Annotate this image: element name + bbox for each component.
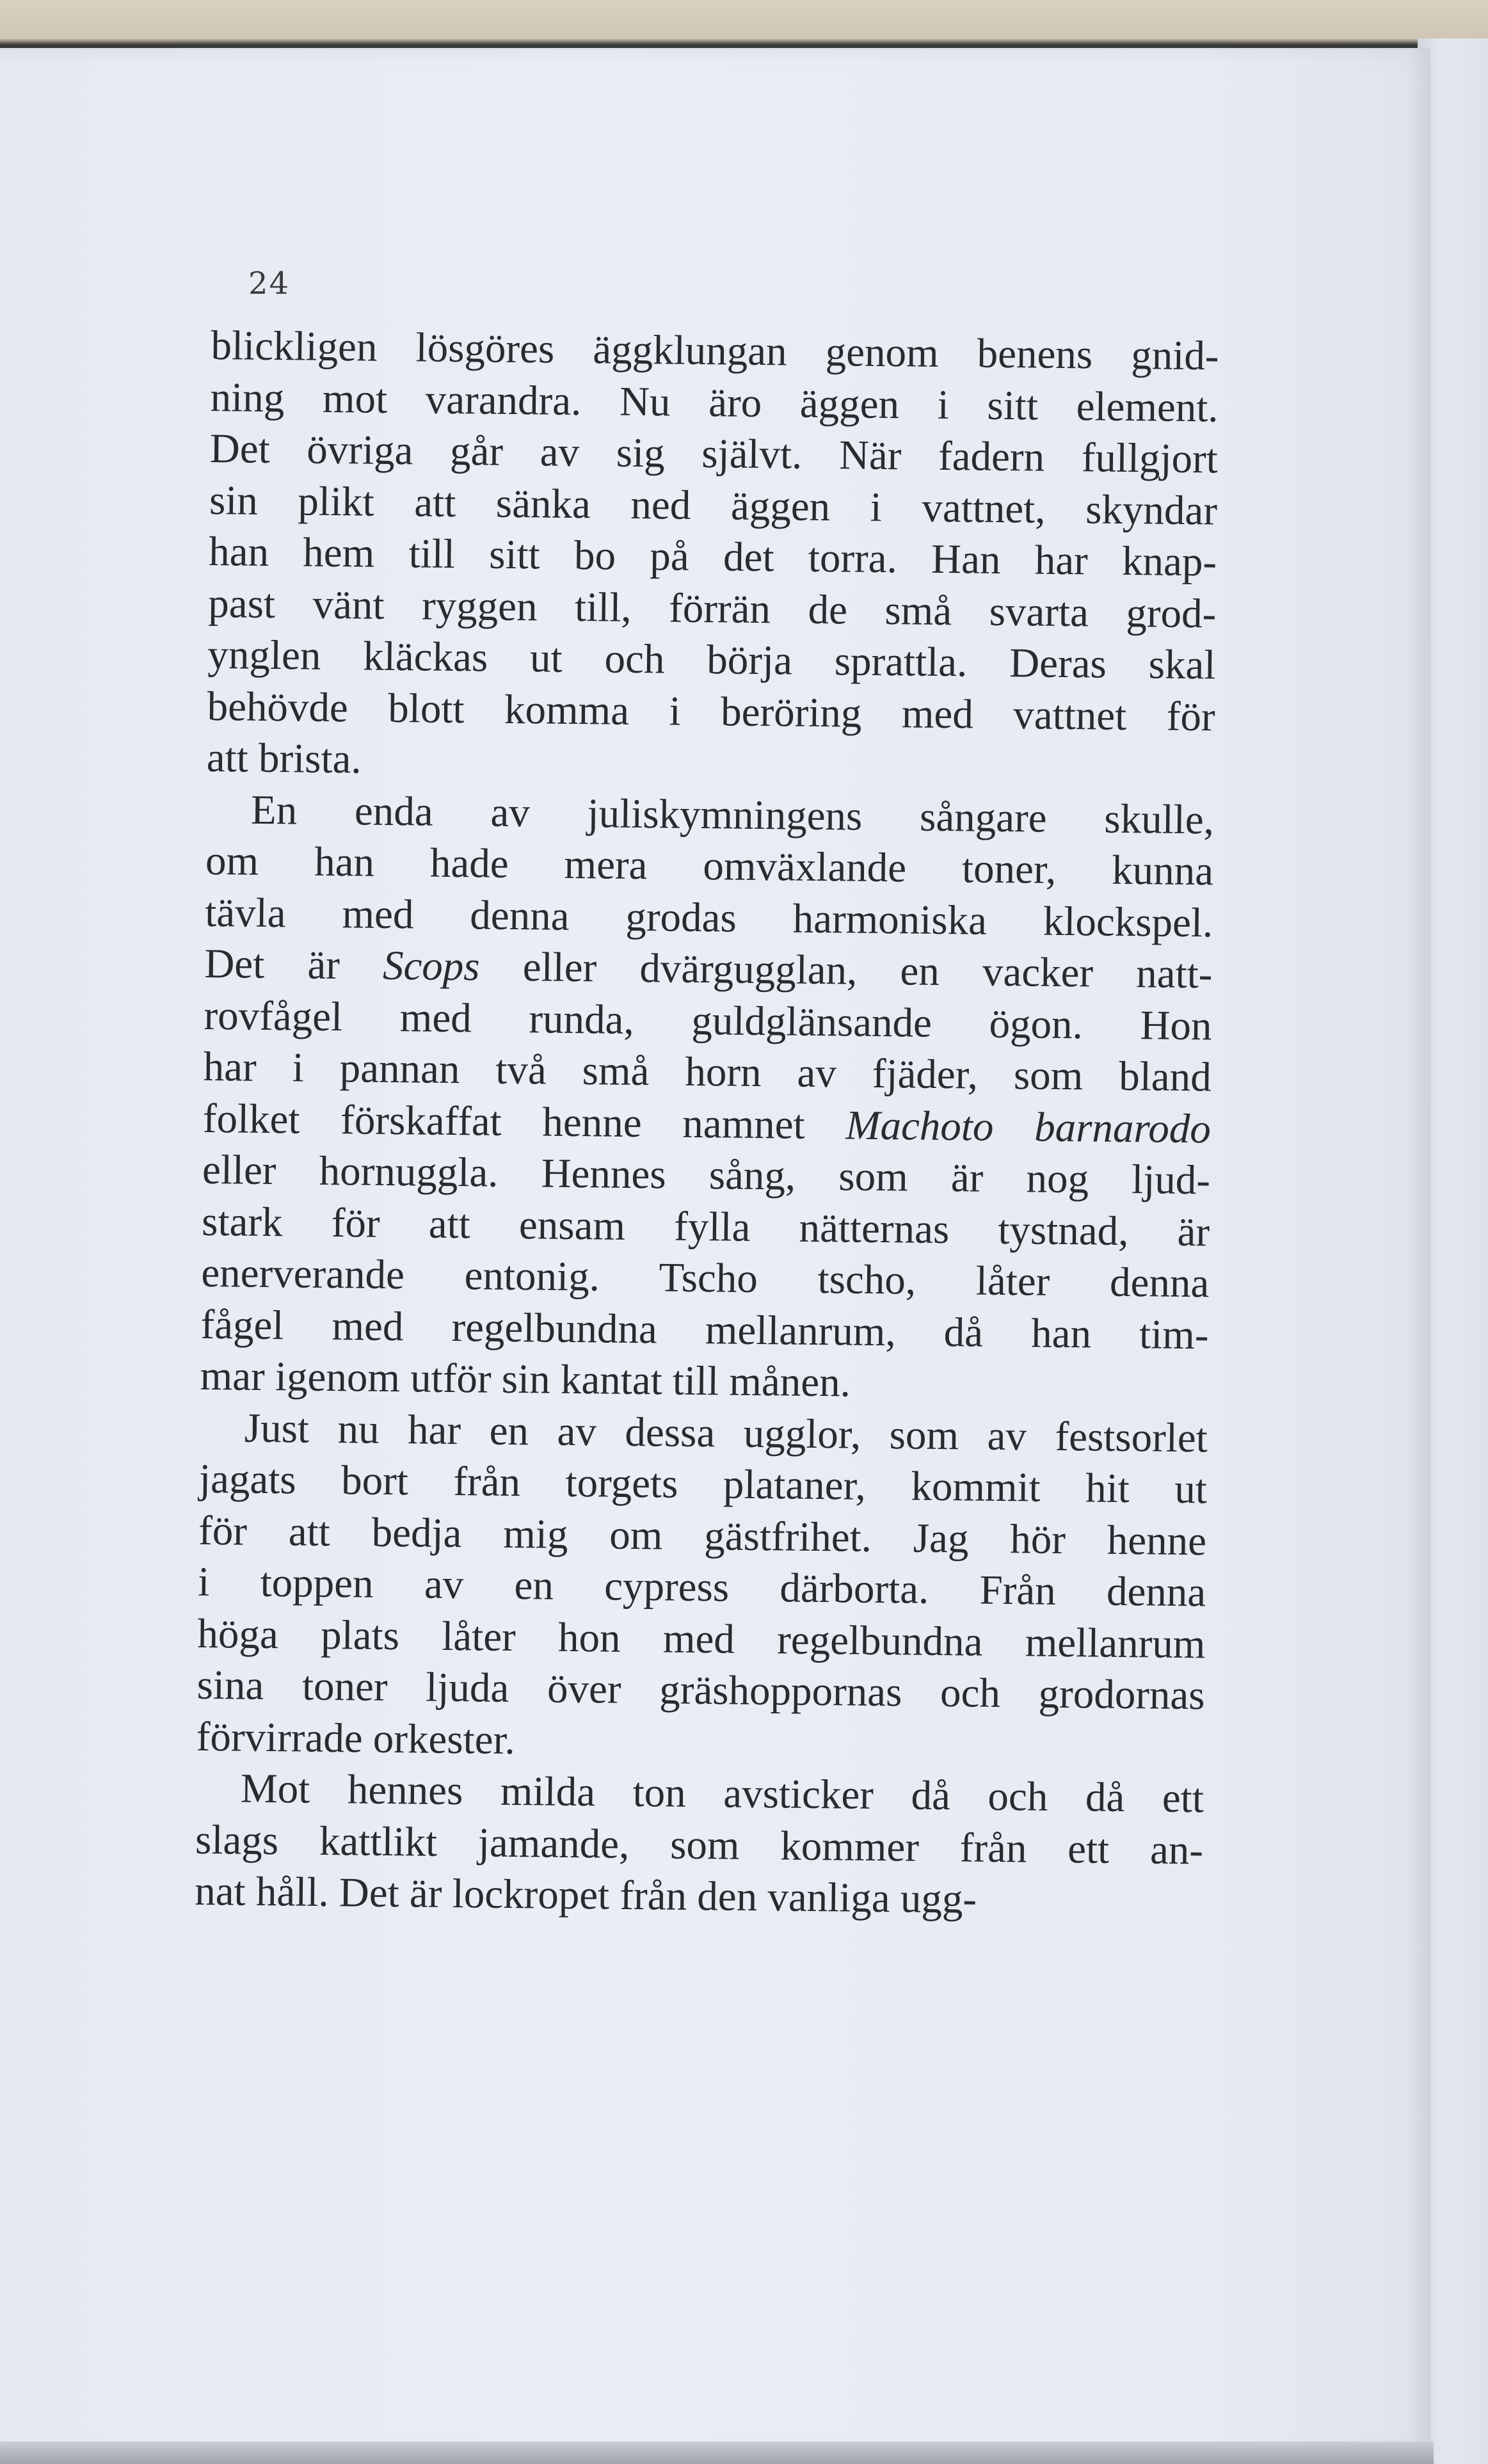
text-line: sin plikt att sänka ned äggen i vattnet, skyndar — [209, 477, 1218, 534]
text-line: rovfågel med runda, guldglänsande ögon. Hon — [204, 992, 1212, 1049]
text-line: för att bedja mig om gästfrihet. Jag hör henne — [198, 1507, 1207, 1564]
page-number: 24 — [248, 266, 291, 301]
paragraph-indent — [206, 822, 251, 823]
text-line: blickligen lösgöres äggklungan genom benens gnid- — [211, 322, 1219, 380]
text-line: En enda av juliskymningens sångare skulle, — [250, 787, 1215, 843]
text-line: i toppen av en cypress därborta. Från denna — [197, 1558, 1206, 1616]
text-line: ynglen kläckas ut och börja sprattla. Deras skal — [207, 631, 1216, 689]
paragraph-2 — [200, 783, 1214, 1412]
page-bottom-edge — [0, 2442, 1434, 2464]
text-line: om han hade mera omväxlande toner, kunna — [205, 837, 1214, 895]
text-line: behövde blott komma i beröring med vattnet för — [207, 683, 1215, 740]
text-line: att brista. — [206, 734, 362, 783]
text-line: slags kattlikt jamande, som kommer från ett an- — [195, 1816, 1204, 1873]
body-text — [195, 320, 1219, 1928]
text-line: tävla med denna grodas harmoniska klockspel. — [204, 889, 1213, 946]
text-line: Mot hennes milda ton avsticker då och då ett — [240, 1765, 1204, 1822]
text-line: nat håll. Det är lockropet från den vanliga ugg- — [194, 1868, 977, 1923]
text-line: ning mot varandra. Nu äro äggen i sitt element. — [210, 374, 1219, 431]
text-line: eller hornuggla. Hennes sång, som är nog ljud- — [202, 1146, 1211, 1204]
text-line: Det är Scops eller dvärgugglan, en vacker natt- — [204, 940, 1213, 998]
text-line: förvirrade orkester. — [196, 1713, 516, 1763]
text-line: har i pannan två små horn av fjäder, som bland — [203, 1043, 1212, 1101]
text-line: folket förskaffat henne namnet Machoto barnarodo — [202, 1095, 1212, 1152]
text-line: jagats bort från torgets plataner, kommit hit ut — [198, 1455, 1208, 1513]
italic-term: Scops — [382, 942, 481, 990]
text-line: past vänt ryggen till, förrän de små svarta grod- — [207, 580, 1217, 637]
italic-term: Machoto barnarodo — [845, 1101, 1212, 1152]
text-line: mar igenom utför sin kantat till månen. — [200, 1352, 851, 1406]
text-line: han hem till sitt bo på det torra. Han har knap- — [208, 528, 1217, 586]
paragraph-4 — [195, 1763, 1204, 1928]
text-line: stark för att ensam fylla nätternas tystnad, är — [201, 1198, 1210, 1255]
paragraph-1 — [206, 320, 1219, 794]
text-line: fågel med regelbundna mellanrum, då han tim- — [200, 1301, 1209, 1358]
text-line: Just nu har en av dessa ugglor, som av festsorlet — [244, 1405, 1208, 1461]
paragraph-3 — [196, 1402, 1208, 1773]
text-line: höga plats låter hon med regelbundna mellanrum — [197, 1610, 1206, 1667]
text-line: Det övriga går av sig självt. När fadern fullgjort — [209, 425, 1219, 483]
text-line: enerverande entonig. Tscho tscho, låter denna — [201, 1249, 1210, 1307]
text-line: sina toner ljuda över gräshoppornas och grodornas — [196, 1661, 1205, 1719]
